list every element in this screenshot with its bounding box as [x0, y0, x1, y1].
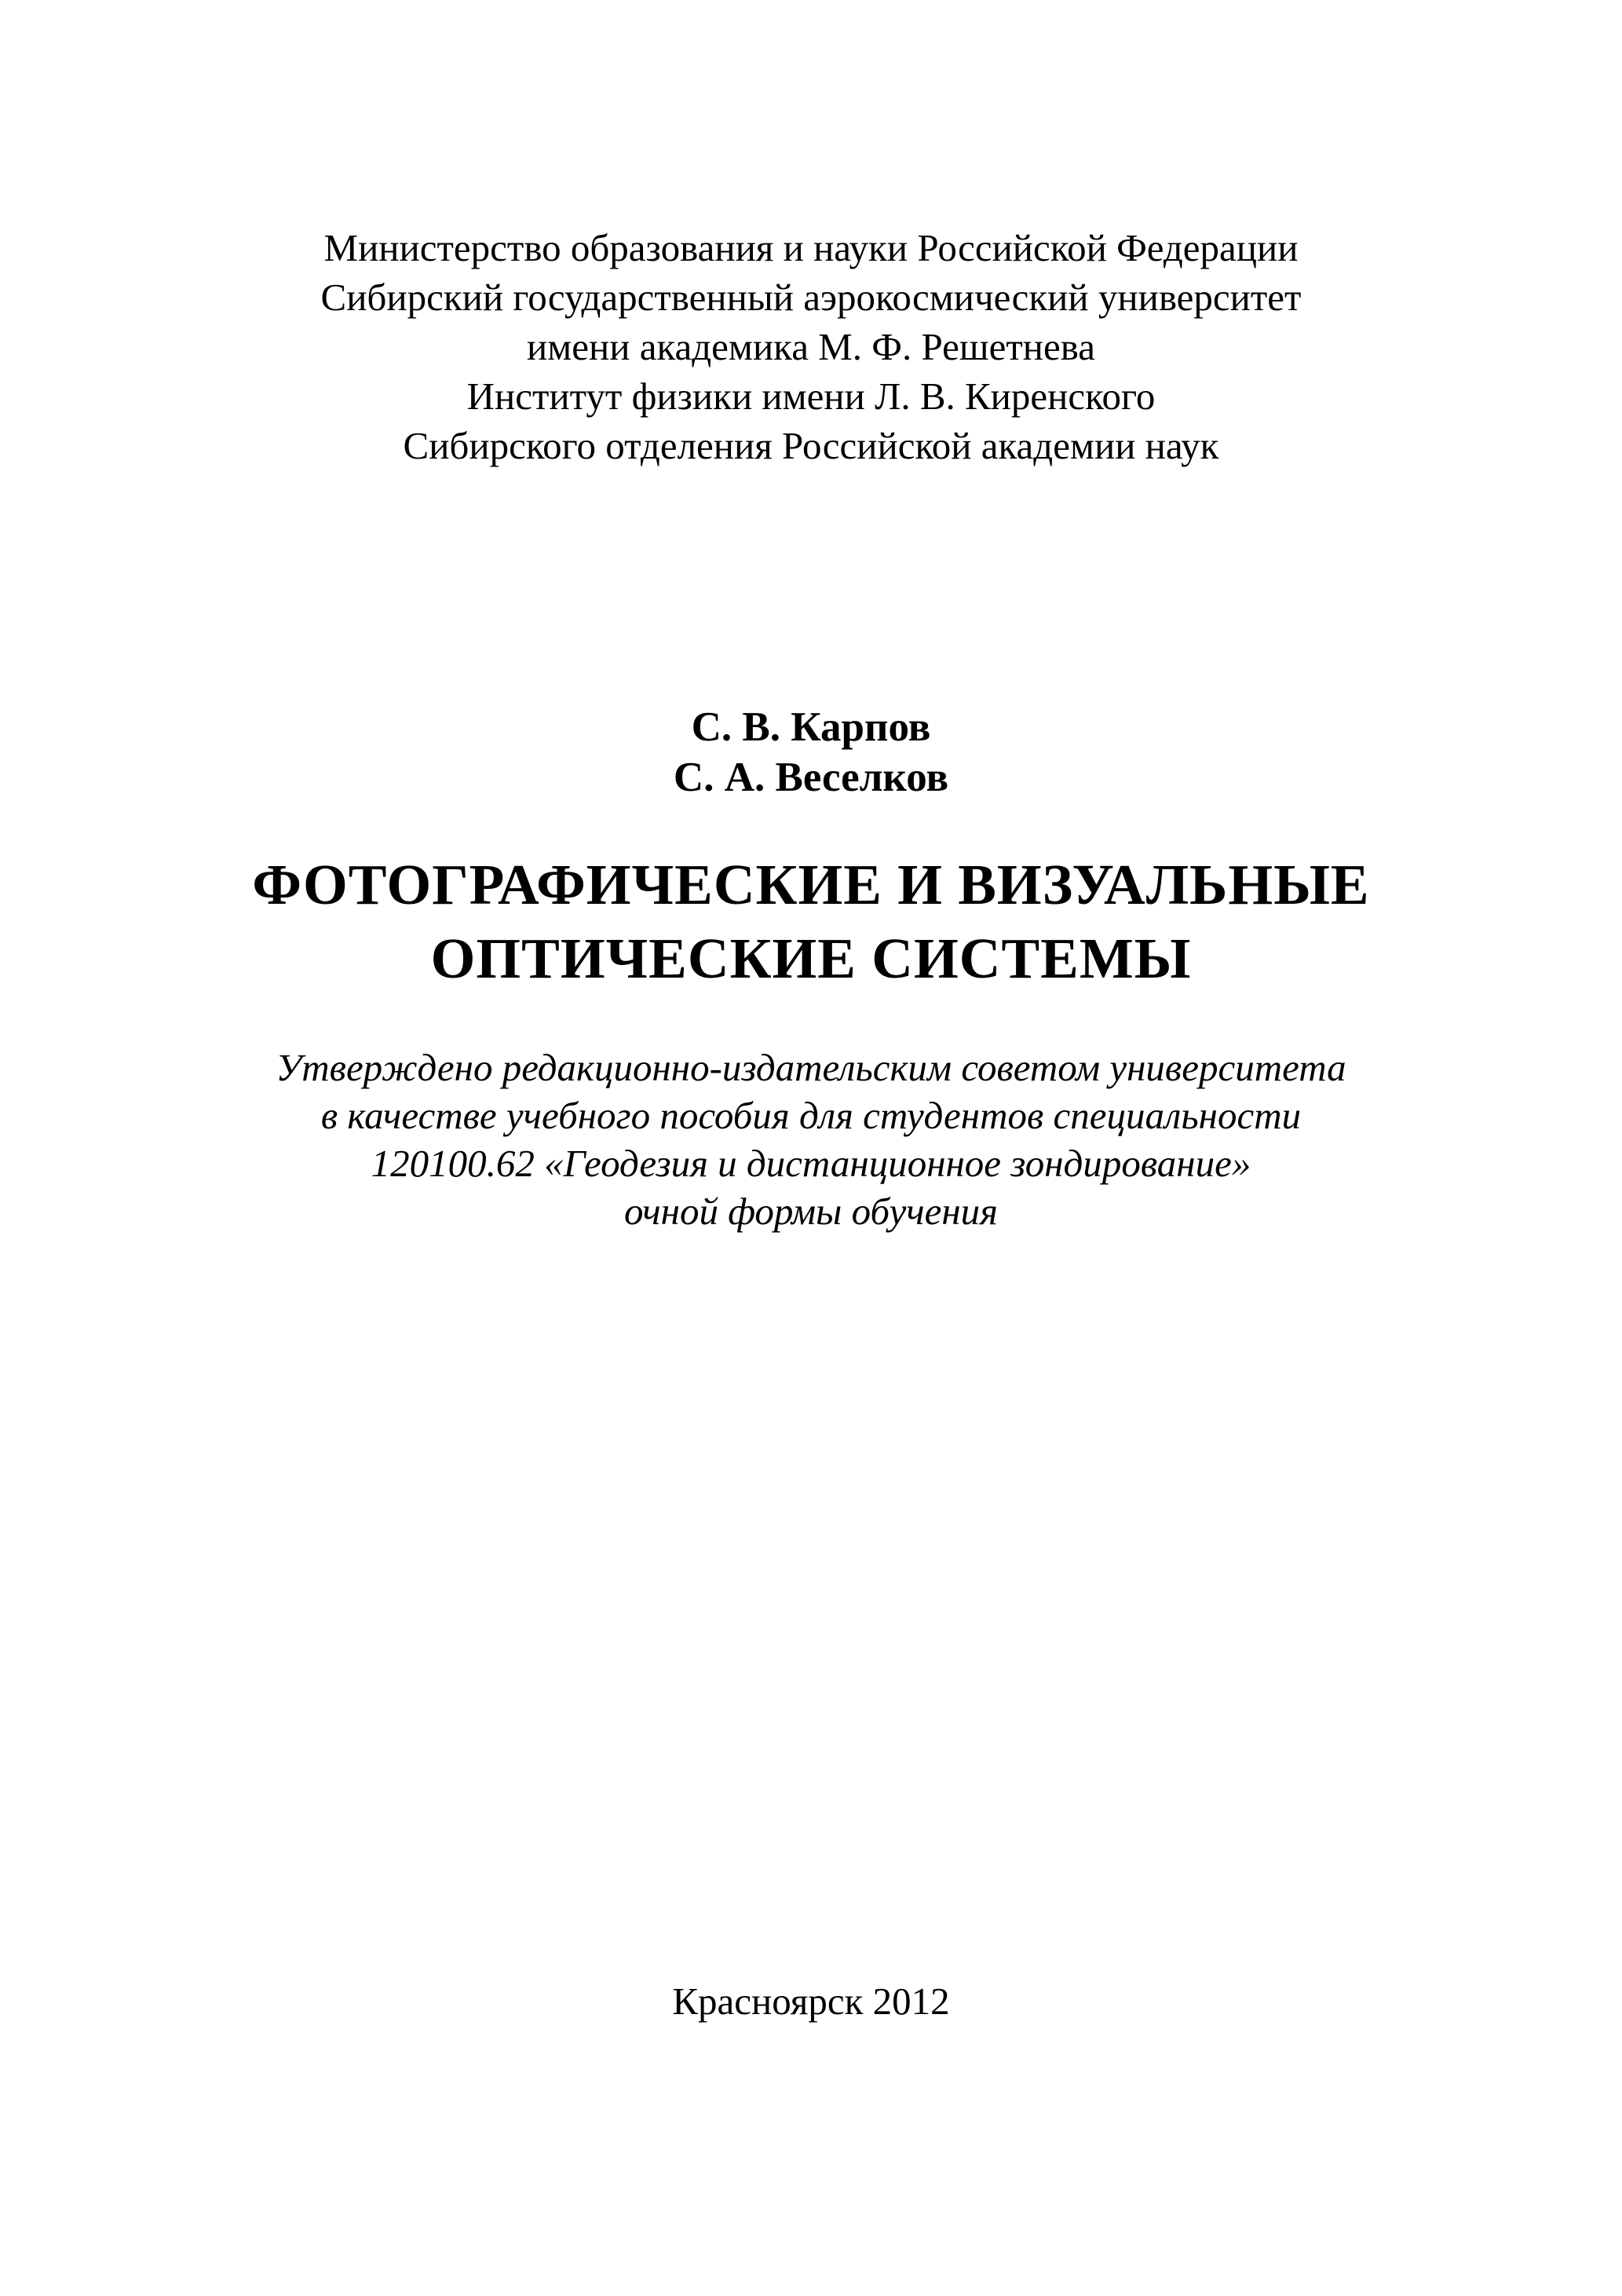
author-1: С. В. Карпов	[691, 704, 931, 750]
institution-line-5: Сибирского отделения Российской академии наук	[403, 424, 1219, 467]
institution-line-4: Институт физики имени Л. В. Киренского	[466, 375, 1156, 418]
institution-line-2: Сибирский государственный аэрокосмический университет	[320, 276, 1302, 319]
institution-line-3: имени академика М. Ф. Решетнева	[527, 325, 1095, 368]
institution-line-1: Министерство образования и науки Российской Федерации	[323, 226, 1299, 269]
imprint-city-year: Красноярск 2012	[672, 1980, 950, 2023]
author-2: С. А. Веселков	[673, 755, 949, 800]
approval-line-2: в качестве учебного пособия для студентов специальности	[320, 1094, 1302, 1137]
approval-line-1: Утверждено редакционно-издательским советом университета	[276, 1046, 1346, 1089]
approval-line-4: очной формы обучения	[624, 1190, 998, 1233]
book-title-line-1: ФОТОГРАФИЧЕСКИЕ И ВИЗУАЛЬНЫЕ	[252, 853, 1370, 916]
book-title-line-2: ОПТИЧЕСКИЕ СИСТЕМЫ	[430, 927, 1192, 990]
approval-line-3: 120100.62 «Геодезия и дистанционное зондирование»	[371, 1142, 1251, 1185]
